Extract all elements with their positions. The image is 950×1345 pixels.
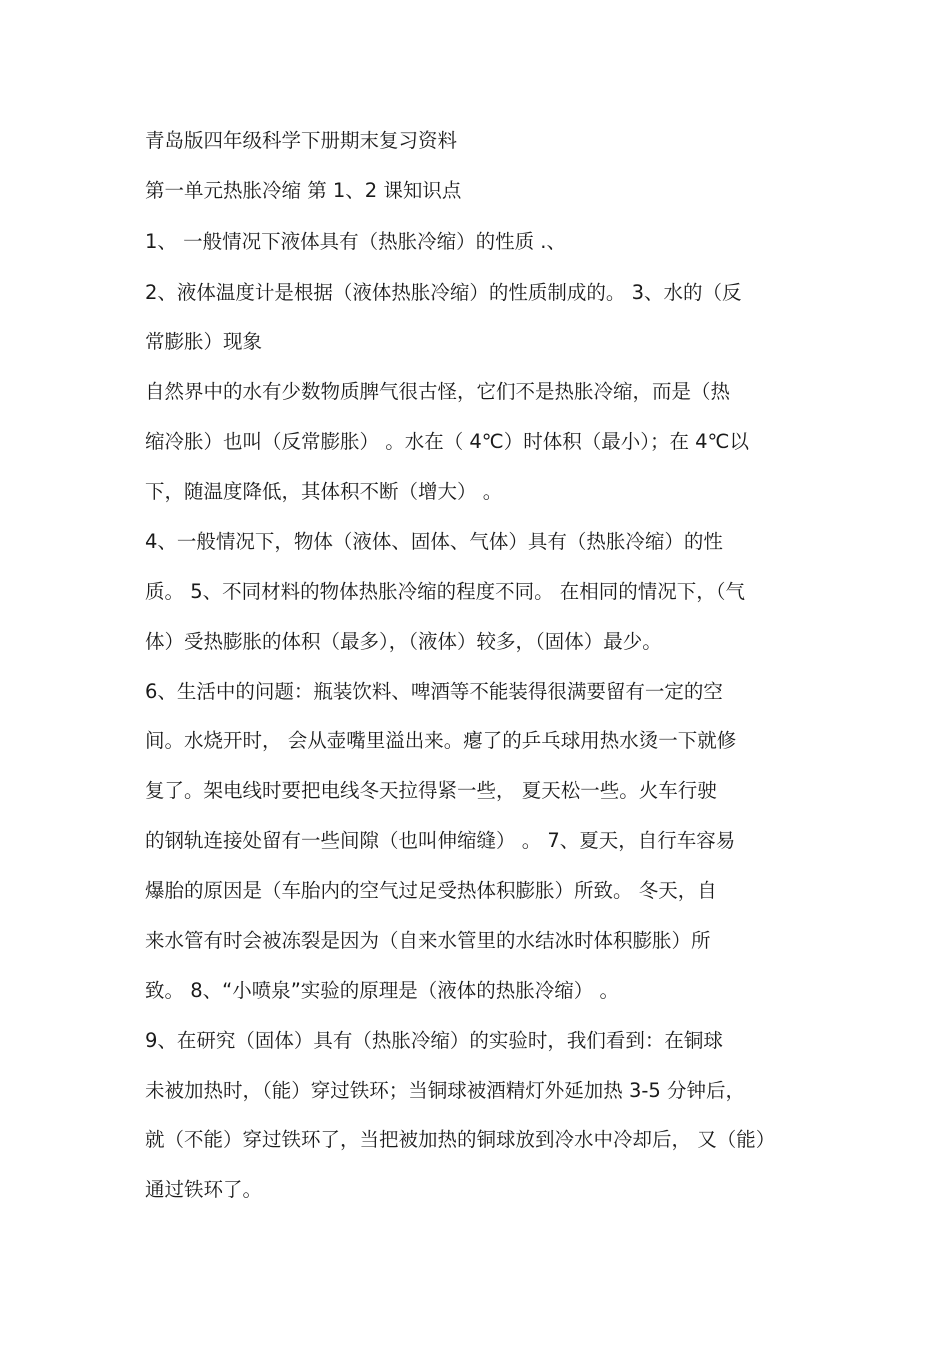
text-line: 常膨胀）现象 xyxy=(145,330,263,353)
text-line: 质。 5、不同材料的物体热胀冷缩的程度不同。 在相同的情况下，（气 xyxy=(145,580,746,603)
text-line: 下，随温度降低，其体积不断（增大） 。 xyxy=(145,480,503,503)
text-line: 4、一般情况下，物体（液体、固体、气体）具有（热胀冷缩）的性 xyxy=(145,530,723,553)
document-title: 青岛版四年级科学下册期末复习资料 xyxy=(145,129,458,152)
text-line: 致。 8、“小喷泉”实验的原理是（液体的热胀冷缩） 。 xyxy=(145,979,620,1002)
text-line: 1、 一般情况下液体具有（热胀冷缩）的性质 .、 xyxy=(145,230,567,253)
text-line: 体）受热膨胀的体积（最多），（液体）较多，（固体）最少。 xyxy=(145,630,662,653)
text-line: 来水管有时会被冻裂是因为（自来水管里的水结冰时体积膨胀）所 xyxy=(145,929,711,952)
text-line: 的钢轨连接处留有一些间隙（也叫伸缩缝） 。 7、夏天，自行车容易 xyxy=(145,829,736,852)
section-heading: 第一单元热胀冷缩 第 1、2 课知识点 xyxy=(145,179,462,202)
text-line: 通过铁环了。 xyxy=(145,1178,263,1201)
text-line: 爆胎的原因是（车胎内的空气过足受热体积膨胀）所致。 冬天，自 xyxy=(145,879,717,902)
text-line: 2、液体温度计是根据（液体热胀冷缩）的性质制成的。 3、水的（反 xyxy=(145,281,742,304)
text-line: 间。水烧开时， 会从壶嘴里溢出来。瘪了的乒乓球用热水烫一下就修 xyxy=(145,729,737,752)
text-line: 9、在研究（固体）具有（热胀冷缩）的实验时，我们看到：在铜球 xyxy=(145,1029,723,1052)
text-line: 6、生活中的问题：瓶装饮料、啤酒等不能装得很满要留有一定的空 xyxy=(145,680,723,703)
text-line: 未被加热时，（能）穿过铁环；当铜球被酒精灯外延加热 3-5 分钟后， xyxy=(145,1079,745,1102)
text-line: 自然界中的水有少数物质脾气很古怪，它们不是热胀冷缩，而是（热 xyxy=(145,380,731,403)
text-line: 就（不能）穿过铁环了，当把被加热的铜球放到冷水中冷却后， 又（能） xyxy=(145,1128,776,1151)
text-line: 缩冷胀）也叫（反常膨胀） 。水在（ 4℃）时体积（最小）；在 4℃以 xyxy=(145,430,749,453)
text-line: 复了。架电线时要把电线冬天拉得紧一些， 夏天松一些。火车行驶 xyxy=(145,779,717,802)
